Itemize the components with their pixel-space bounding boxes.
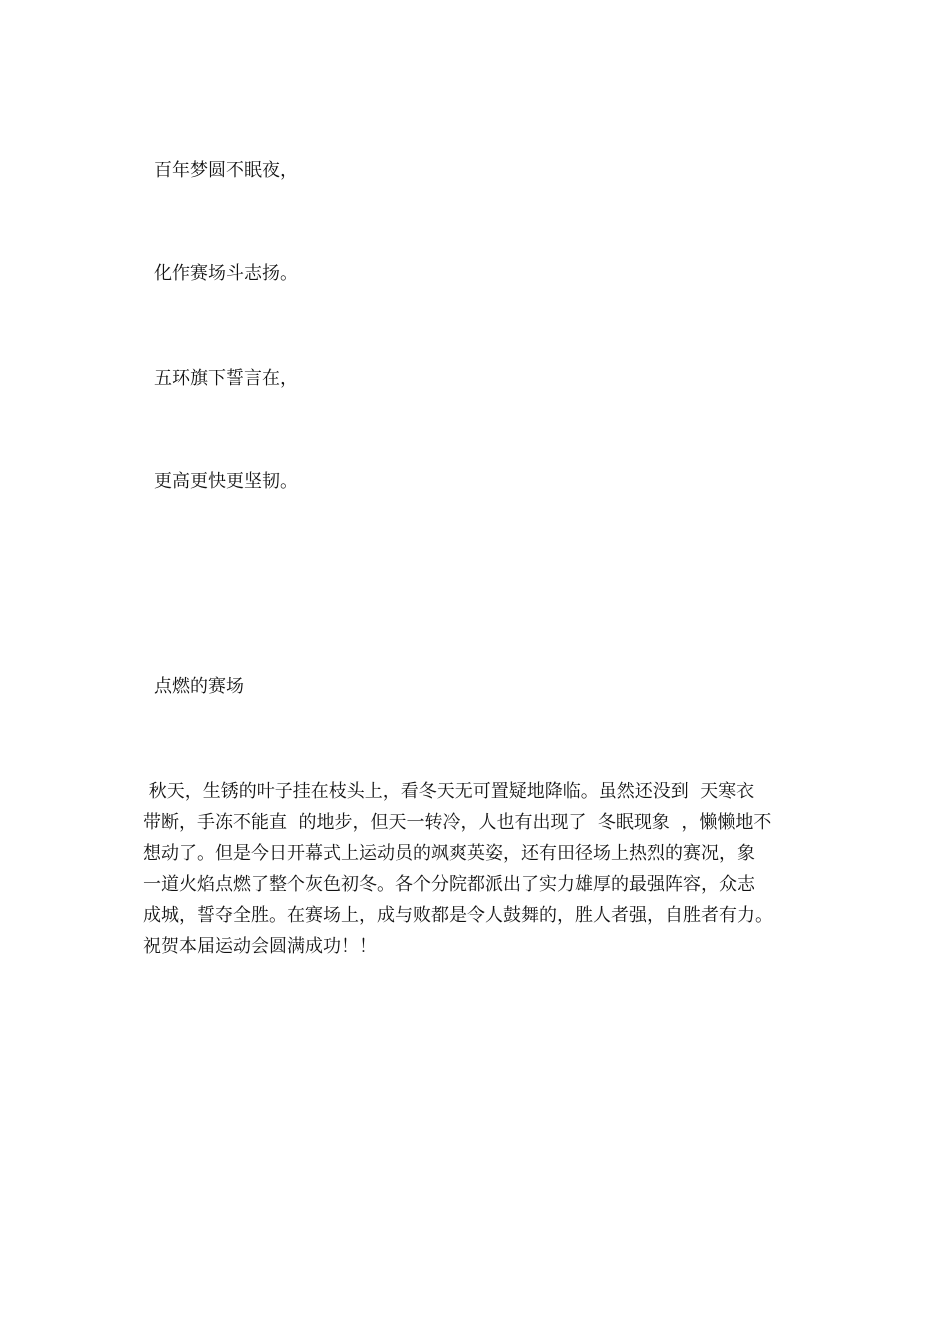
- poem-line-1: 百年梦圆不眠夜，: [154, 160, 298, 181]
- section-title: 点燃的赛场: [154, 676, 244, 697]
- poem-line-4: 更高更快更坚韧。: [154, 471, 298, 492]
- poem-line-3: 五环旗下誓言在，: [154, 368, 298, 389]
- paragraph-line-4: 一道火焰点燃了整个灰色初冬。各个分院都派出了实力雄厚的最强阵容，众志: [143, 874, 755, 895]
- paragraph-line-3: 想动了。但是今日开幕式上运动员的飒爽英姿，还有田径场上热烈的赛况，象: [143, 843, 755, 864]
- section-paragraph: [143, 776, 813, 962]
- poem-line-2: 化作赛场斗志扬。: [154, 263, 298, 284]
- paragraph-line-5: 成城，誓夺全胜。在赛场上，成与败都是令人鼓舞的，胜人者强，自胜者有力。: [143, 905, 773, 926]
- paragraph-line-2: 带断，手冻不能直 的地步，但天一转冷，人也有出现了 冬眠现象 ，懒懒地不: [143, 812, 772, 833]
- paragraph-line-1: 秋天，生锈的叶子挂在枝头上，看冬天无可置疑地降临。虽然还没到 天寒衣: [143, 781, 755, 802]
- paragraph-line-6: 祝贺本届运动会圆满成功！！: [143, 936, 377, 957]
